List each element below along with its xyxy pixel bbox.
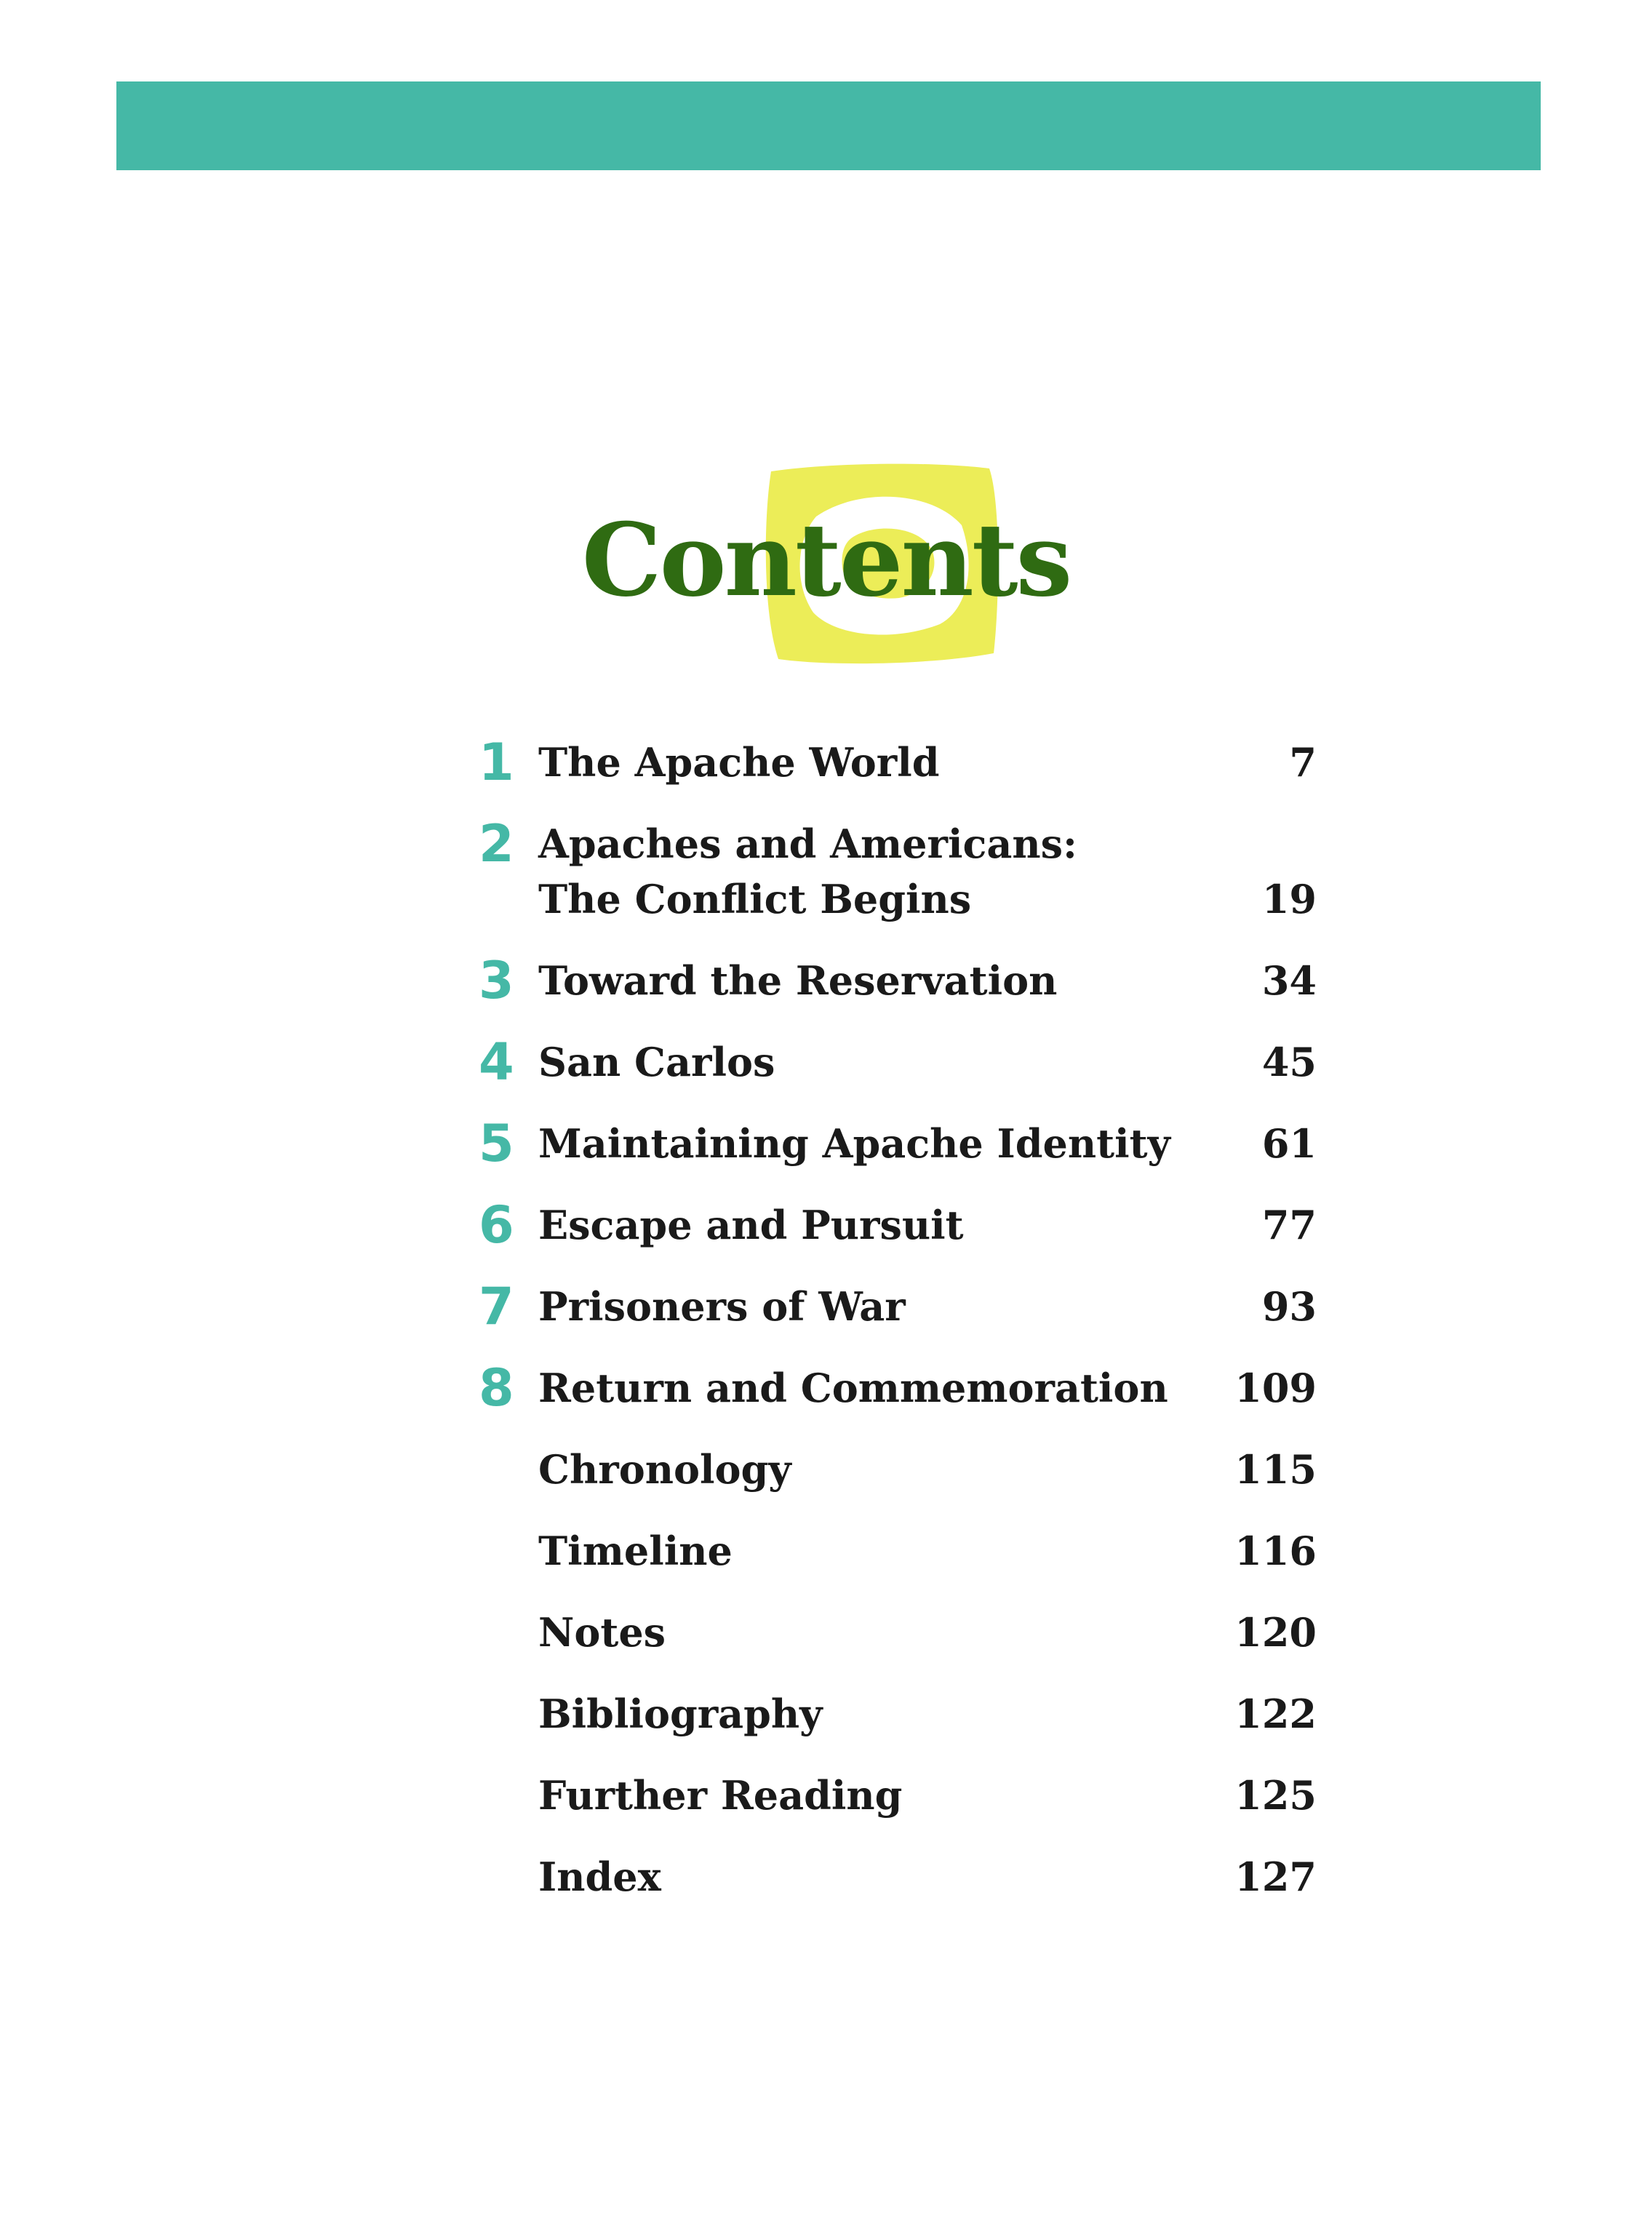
toc-entry[interactable] (473, 1679, 1317, 1760)
entry-title (538, 1116, 1170, 1171)
entry-title-line: The Apache World (538, 739, 940, 786)
page-number: 122 (1234, 1691, 1317, 1737)
page-title: Contents (581, 500, 1071, 619)
toc-entry[interactable] (473, 1516, 1317, 1597)
chapter-number: 8 (479, 1358, 514, 1418)
toc-entry[interactable] (473, 946, 1317, 1027)
entry-title-line: Index (538, 1854, 661, 1900)
toc-entry[interactable] (473, 1842, 1317, 1923)
page-number: 93 (1261, 1283, 1317, 1330)
page-number: 19 (1261, 876, 1317, 922)
entry-title-line: Chronology (538, 1446, 791, 1493)
entry-title-line: Toward the Reservation (538, 957, 1058, 1004)
chapter-number: 4 (479, 1032, 514, 1092)
toc-entry[interactable] (473, 1272, 1317, 1353)
entry-title (538, 1197, 964, 1253)
entry-title-line: Escape and Pursuit (538, 1202, 964, 1248)
entry-title-line: Further Reading (538, 1772, 903, 1819)
page-number: 115 (1234, 1446, 1317, 1493)
page-number: 109 (1234, 1365, 1317, 1411)
chapter-number: 3 (479, 951, 514, 1010)
entry-title-line: Return and Commemoration (538, 1365, 1168, 1411)
toc-entry[interactable] (473, 1353, 1317, 1435)
entry-title-line: Maintaining Apache Identity (538, 1120, 1170, 1167)
page-number: 120 (1234, 1609, 1317, 1656)
toc-entry[interactable] (473, 1760, 1317, 1842)
entry-title-line: Bibliography (538, 1691, 823, 1737)
page-number: 125 (1234, 1772, 1317, 1819)
entry-title (538, 1034, 775, 1090)
header-color-bar (116, 81, 1541, 170)
page-number: 45 (1261, 1039, 1317, 1085)
chapter-number: 6 (479, 1195, 514, 1255)
entry-title (538, 1768, 902, 1823)
toc-entry[interactable] (473, 1109, 1317, 1190)
entry-title (538, 816, 1077, 927)
toc-entry[interactable] (473, 1190, 1317, 1272)
entry-title (538, 1686, 823, 1742)
toc-entry[interactable] (473, 1435, 1317, 1516)
page-number: 61 (1261, 1120, 1317, 1167)
page-number: 116 (1234, 1528, 1317, 1574)
toc-entry[interactable] (473, 727, 1317, 809)
page-number: 7 (1289, 739, 1317, 786)
entry-title-line: Notes (538, 1609, 666, 1656)
entry-title-line-2: The Conflict Begins (538, 876, 972, 922)
entry-title-line: Prisoners of War (538, 1283, 906, 1330)
entry-title-line: Timeline (538, 1528, 733, 1574)
entry-title (538, 953, 1057, 1008)
entry-title (538, 1279, 906, 1334)
entry-title (538, 1605, 666, 1660)
entry-title (538, 1523, 733, 1579)
toc-entry[interactable] (473, 809, 1317, 946)
entry-title-line: Apaches and Americans: (538, 821, 1077, 867)
page-number: 77 (1261, 1202, 1317, 1248)
entry-title (538, 1360, 1168, 1416)
chapter-number: 1 (479, 733, 514, 792)
chapter-number: 5 (479, 1114, 514, 1173)
toc-entry[interactable] (473, 1027, 1317, 1109)
entry-title (538, 1442, 791, 1497)
chapter-number: 2 (479, 814, 514, 874)
entry-title (538, 1849, 661, 1904)
table-of-contents (473, 727, 1317, 1923)
page-number: 34 (1261, 957, 1317, 1004)
entry-title-line: San Carlos (538, 1039, 775, 1085)
chapter-number: 7 (479, 1277, 514, 1336)
title-area (0, 444, 1652, 677)
entry-title (538, 735, 940, 790)
page-number: 127 (1234, 1854, 1317, 1900)
toc-entry[interactable] (473, 1597, 1317, 1679)
